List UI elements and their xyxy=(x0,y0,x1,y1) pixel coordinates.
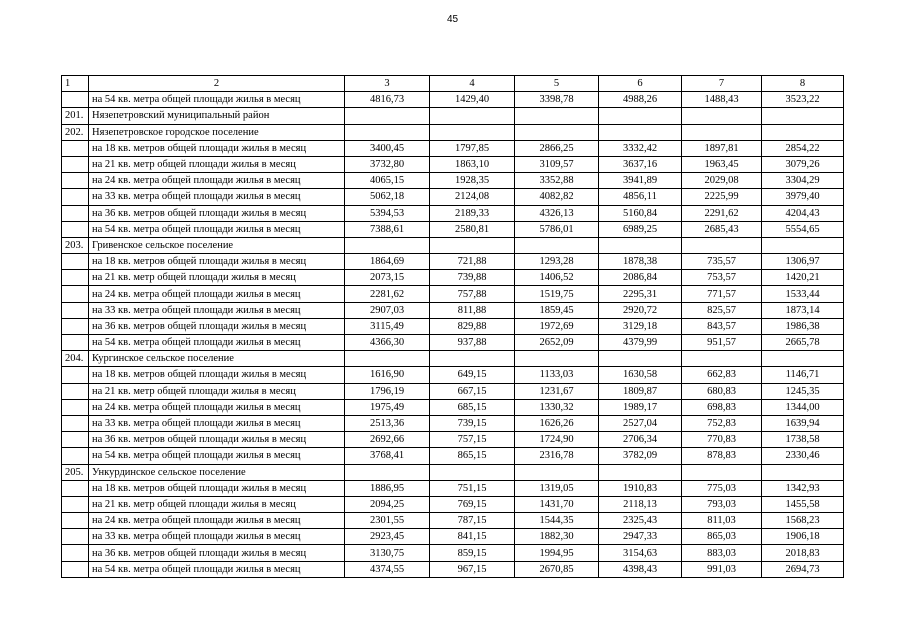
table-row xyxy=(62,367,844,383)
row-name-cell: на 18 кв. метров общей площади жилья в месяц xyxy=(89,254,345,270)
value-cell xyxy=(762,237,844,253)
header-cell: 8 xyxy=(762,76,844,92)
value-cell: 1972,69 xyxy=(515,318,599,334)
value-cell: 1906,18 xyxy=(762,529,844,545)
value-cell: 721,88 xyxy=(430,254,515,270)
value-cell: 2018,83 xyxy=(762,545,844,561)
table-row xyxy=(62,513,844,529)
table-row xyxy=(62,237,844,253)
value-cell: 7388,61 xyxy=(345,221,430,237)
row-name-cell: на 24 кв. метра общей площади жилья в месяц xyxy=(89,513,345,529)
table-row xyxy=(62,480,844,496)
value-cell: 771,57 xyxy=(682,286,762,302)
row-number-cell xyxy=(62,367,89,383)
header-cell: 7 xyxy=(682,76,762,92)
value-cell: 865,15 xyxy=(430,448,515,464)
value-cell: 735,57 xyxy=(682,254,762,270)
value-cell: 2086,84 xyxy=(599,270,682,286)
value-cell: 2670,85 xyxy=(515,561,599,577)
table-row xyxy=(62,254,844,270)
value-cell: 1928,35 xyxy=(430,173,515,189)
row-number-cell: 201. xyxy=(62,108,89,124)
row-name-cell: на 36 кв. метров общей площади жилья в месяц xyxy=(89,432,345,448)
value-cell xyxy=(682,237,762,253)
value-cell: 3115,49 xyxy=(345,318,430,334)
row-name-cell: на 18 кв. метров общей площади жилья в месяц xyxy=(89,367,345,383)
value-cell: 991,03 xyxy=(682,561,762,577)
row-number-cell xyxy=(62,335,89,351)
value-cell xyxy=(345,464,430,480)
value-cell: 2947,33 xyxy=(599,529,682,545)
row-name-cell: Нязепетровский муниципальный район xyxy=(89,108,345,124)
value-cell xyxy=(345,108,430,124)
row-number-cell xyxy=(62,173,89,189)
row-name-cell: на 21 кв. метр общей площади жилья в месяц xyxy=(89,270,345,286)
value-cell: 4374,55 xyxy=(345,561,430,577)
row-name-cell: Кургинское сельское поселение xyxy=(89,351,345,367)
row-number-cell xyxy=(62,432,89,448)
value-cell: 2513,36 xyxy=(345,415,430,431)
row-number-cell xyxy=(62,270,89,286)
value-cell: 2330,46 xyxy=(762,448,844,464)
value-cell: 1568,23 xyxy=(762,513,844,529)
value-cell: 2920,72 xyxy=(599,302,682,318)
value-cell xyxy=(430,108,515,124)
row-number-cell xyxy=(62,189,89,205)
table-row xyxy=(62,561,844,577)
value-cell: 4398,43 xyxy=(599,561,682,577)
row-number-cell xyxy=(62,140,89,156)
table-row xyxy=(62,92,844,108)
row-number-cell xyxy=(62,448,89,464)
value-cell: 4988,26 xyxy=(599,92,682,108)
row-name-cell: на 24 кв. метра общей площади жилья в месяц xyxy=(89,173,345,189)
row-number-cell xyxy=(62,205,89,221)
value-cell: 1886,95 xyxy=(345,480,430,496)
value-cell: 757,88 xyxy=(430,286,515,302)
value-cell xyxy=(599,237,682,253)
value-cell: 1616,90 xyxy=(345,367,430,383)
value-cell xyxy=(762,108,844,124)
table-row xyxy=(62,302,844,318)
table-header-row xyxy=(62,76,844,92)
value-cell: 1878,38 xyxy=(599,254,682,270)
value-cell: 1146,71 xyxy=(762,367,844,383)
value-cell: 5160,84 xyxy=(599,205,682,221)
value-cell: 3079,26 xyxy=(762,156,844,172)
value-cell: 2652,09 xyxy=(515,335,599,351)
row-number-cell xyxy=(62,254,89,270)
value-cell: 4065,15 xyxy=(345,173,430,189)
value-cell: 3637,16 xyxy=(599,156,682,172)
table-row xyxy=(62,221,844,237)
value-cell: 811,88 xyxy=(430,302,515,318)
value-cell: 1975,49 xyxy=(345,399,430,415)
value-cell: 1306,97 xyxy=(762,254,844,270)
row-name-cell: на 36 кв. метров общей площади жилья в месяц xyxy=(89,545,345,561)
value-cell: 751,15 xyxy=(430,480,515,496)
value-cell: 667,15 xyxy=(430,383,515,399)
value-cell xyxy=(682,108,762,124)
value-cell xyxy=(762,464,844,480)
table-row xyxy=(62,335,844,351)
value-cell xyxy=(515,237,599,253)
value-cell: 883,03 xyxy=(682,545,762,561)
value-cell: 3129,18 xyxy=(599,318,682,334)
value-cell: 4816,73 xyxy=(345,92,430,108)
row-number-cell xyxy=(62,529,89,545)
value-cell: 1420,21 xyxy=(762,270,844,286)
value-cell: 3109,57 xyxy=(515,156,599,172)
value-cell: 4366,30 xyxy=(345,335,430,351)
value-cell: 2923,45 xyxy=(345,529,430,545)
value-cell: 1431,70 xyxy=(515,496,599,512)
value-cell: 1738,58 xyxy=(762,432,844,448)
value-cell: 3768,41 xyxy=(345,448,430,464)
value-cell: 1533,44 xyxy=(762,286,844,302)
row-number-cell xyxy=(62,383,89,399)
value-cell: 2580,81 xyxy=(430,221,515,237)
value-cell: 3332,42 xyxy=(599,140,682,156)
value-cell xyxy=(515,464,599,480)
row-name-cell: Ункурдинское сельское поселение xyxy=(89,464,345,480)
value-cell: 2029,08 xyxy=(682,173,762,189)
value-cell: 662,83 xyxy=(682,367,762,383)
table-row xyxy=(62,529,844,545)
value-cell: 3352,88 xyxy=(515,173,599,189)
value-cell: 739,88 xyxy=(430,270,515,286)
row-number-cell: 202. xyxy=(62,124,89,140)
value-cell: 937,88 xyxy=(430,335,515,351)
value-cell: 2189,33 xyxy=(430,205,515,221)
row-name-cell: на 54 кв. метра общей площади жилья в месяц xyxy=(89,335,345,351)
value-cell: 1630,58 xyxy=(599,367,682,383)
value-cell: 841,15 xyxy=(430,529,515,545)
value-cell: 1626,26 xyxy=(515,415,599,431)
value-cell: 2706,34 xyxy=(599,432,682,448)
value-cell: 5786,01 xyxy=(515,221,599,237)
row-number-cell xyxy=(62,156,89,172)
value-cell xyxy=(430,237,515,253)
header-cell: 4 xyxy=(430,76,515,92)
value-cell: 2692,66 xyxy=(345,432,430,448)
row-name-cell: на 36 кв. метров общей площади жилья в месяц xyxy=(89,318,345,334)
row-name-cell: на 21 кв. метр общей площади жилья в месяц xyxy=(89,383,345,399)
value-cell: 3979,40 xyxy=(762,189,844,205)
row-number-cell xyxy=(62,415,89,431)
value-cell: 2225,99 xyxy=(682,189,762,205)
row-number-cell xyxy=(62,302,89,318)
value-cell: 2301,55 xyxy=(345,513,430,529)
value-cell xyxy=(599,108,682,124)
row-name-cell: на 54 кв. метра общей площади жилья в месяц xyxy=(89,448,345,464)
table-row xyxy=(62,156,844,172)
value-cell xyxy=(430,464,515,480)
row-number-cell xyxy=(62,221,89,237)
value-cell xyxy=(515,108,599,124)
value-cell xyxy=(430,351,515,367)
value-cell xyxy=(515,124,599,140)
value-cell: 4856,11 xyxy=(599,189,682,205)
row-number-cell xyxy=(62,561,89,577)
value-cell: 2866,25 xyxy=(515,140,599,156)
value-cell: 3130,75 xyxy=(345,545,430,561)
header-cell: 5 xyxy=(515,76,599,92)
table-row xyxy=(62,173,844,189)
table-row xyxy=(62,108,844,124)
value-cell xyxy=(345,351,430,367)
value-cell: 1544,35 xyxy=(515,513,599,529)
row-number-cell xyxy=(62,286,89,302)
table-row xyxy=(62,286,844,302)
value-cell: 3400,45 xyxy=(345,140,430,156)
value-cell: 1994,95 xyxy=(515,545,599,561)
value-cell xyxy=(345,237,430,253)
row-name-cell: на 54 кв. метра общей площади жилья в месяц xyxy=(89,561,345,577)
value-cell xyxy=(599,464,682,480)
table-row xyxy=(62,464,844,480)
value-cell: 680,83 xyxy=(682,383,762,399)
value-cell: 829,88 xyxy=(430,318,515,334)
value-cell: 1796,19 xyxy=(345,383,430,399)
value-cell: 1863,10 xyxy=(430,156,515,172)
value-cell: 2694,73 xyxy=(762,561,844,577)
value-cell: 843,57 xyxy=(682,318,762,334)
value-cell: 967,15 xyxy=(430,561,515,577)
value-cell: 3398,78 xyxy=(515,92,599,108)
value-cell: 1989,17 xyxy=(599,399,682,415)
value-cell xyxy=(682,124,762,140)
value-cell: 3523,22 xyxy=(762,92,844,108)
value-cell: 1724,90 xyxy=(515,432,599,448)
value-cell xyxy=(682,464,762,480)
value-cell: 1319,05 xyxy=(515,480,599,496)
header-cell: 3 xyxy=(345,76,430,92)
header-cell: 6 xyxy=(599,76,682,92)
value-cell: 1519,75 xyxy=(515,286,599,302)
row-number-cell xyxy=(62,92,89,108)
value-cell: 1797,85 xyxy=(430,140,515,156)
value-cell: 1330,32 xyxy=(515,399,599,415)
value-cell: 2281,62 xyxy=(345,286,430,302)
value-cell: 2854,22 xyxy=(762,140,844,156)
value-cell: 739,15 xyxy=(430,415,515,431)
value-cell: 6989,25 xyxy=(599,221,682,237)
value-cell: 1639,94 xyxy=(762,415,844,431)
table-row xyxy=(62,189,844,205)
value-cell: 770,83 xyxy=(682,432,762,448)
tariff-table xyxy=(61,75,844,578)
header-cell: 1 xyxy=(62,76,89,92)
value-cell xyxy=(430,124,515,140)
value-cell: 2291,62 xyxy=(682,205,762,221)
table-row xyxy=(62,270,844,286)
value-cell: 5554,65 xyxy=(762,221,844,237)
value-cell: 793,03 xyxy=(682,496,762,512)
value-cell: 1910,83 xyxy=(599,480,682,496)
value-cell xyxy=(345,124,430,140)
table-row xyxy=(62,205,844,221)
value-cell: 1293,28 xyxy=(515,254,599,270)
value-cell: 811,03 xyxy=(682,513,762,529)
value-cell: 769,15 xyxy=(430,496,515,512)
value-cell: 2907,03 xyxy=(345,302,430,318)
row-name-cell: на 24 кв. метра общей площади жилья в месяц xyxy=(89,286,345,302)
row-name-cell: на 18 кв. метров общей площади жилья в месяц xyxy=(89,140,345,156)
value-cell: 4379,99 xyxy=(599,335,682,351)
value-cell: 1859,45 xyxy=(515,302,599,318)
value-cell: 2118,13 xyxy=(599,496,682,512)
value-cell: 2094,25 xyxy=(345,496,430,512)
value-cell: 1245,35 xyxy=(762,383,844,399)
value-cell: 2665,78 xyxy=(762,335,844,351)
value-cell xyxy=(762,124,844,140)
value-cell: 2316,78 xyxy=(515,448,599,464)
table-row xyxy=(62,432,844,448)
value-cell: 2527,04 xyxy=(599,415,682,431)
row-name-cell: Гривенское сельское поселение xyxy=(89,237,345,253)
row-name-cell: на 18 кв. метров общей площади жилья в месяц xyxy=(89,480,345,496)
row-number-cell xyxy=(62,480,89,496)
value-cell: 1344,00 xyxy=(762,399,844,415)
row-name-cell: на 33 кв. метра общей площади жилья в месяц xyxy=(89,302,345,318)
table-row xyxy=(62,351,844,367)
value-cell: 825,57 xyxy=(682,302,762,318)
value-cell: 757,15 xyxy=(430,432,515,448)
value-cell: 685,15 xyxy=(430,399,515,415)
table-row xyxy=(62,496,844,512)
value-cell: 2685,43 xyxy=(682,221,762,237)
table-row xyxy=(62,545,844,561)
row-number-cell xyxy=(62,318,89,334)
value-cell: 1986,38 xyxy=(762,318,844,334)
value-cell xyxy=(515,351,599,367)
value-cell: 1897,81 xyxy=(682,140,762,156)
value-cell: 3782,09 xyxy=(599,448,682,464)
value-cell: 2073,15 xyxy=(345,270,430,286)
row-name-cell: на 24 кв. метра общей площади жилья в месяц xyxy=(89,399,345,415)
row-number-cell xyxy=(62,513,89,529)
value-cell: 2325,43 xyxy=(599,513,682,529)
table-row xyxy=(62,399,844,415)
value-cell: 3732,80 xyxy=(345,156,430,172)
value-cell: 775,03 xyxy=(682,480,762,496)
value-cell: 878,83 xyxy=(682,448,762,464)
row-name-cell: Нязепетровское городское поселение xyxy=(89,124,345,140)
value-cell: 865,03 xyxy=(682,529,762,545)
row-name-cell: на 21 кв. метр общей площади жилья в месяц xyxy=(89,156,345,172)
value-cell: 1342,93 xyxy=(762,480,844,496)
page-number: 45 xyxy=(446,14,459,25)
value-cell: 1231,67 xyxy=(515,383,599,399)
value-cell: 4204,43 xyxy=(762,205,844,221)
value-cell: 4082,82 xyxy=(515,189,599,205)
value-cell xyxy=(682,351,762,367)
row-number-cell xyxy=(62,399,89,415)
value-cell: 698,83 xyxy=(682,399,762,415)
row-name-cell: на 33 кв. метра общей площади жилья в месяц xyxy=(89,415,345,431)
row-number-cell xyxy=(62,496,89,512)
value-cell: 3304,29 xyxy=(762,173,844,189)
row-number-cell: 205. xyxy=(62,464,89,480)
value-cell: 2124,08 xyxy=(430,189,515,205)
row-number-cell xyxy=(62,545,89,561)
value-cell: 1809,87 xyxy=(599,383,682,399)
value-cell: 1963,45 xyxy=(682,156,762,172)
row-number-cell: 203. xyxy=(62,237,89,253)
table-row xyxy=(62,415,844,431)
value-cell: 5394,53 xyxy=(345,205,430,221)
value-cell xyxy=(599,124,682,140)
row-name-cell: на 54 кв. метра общей площади жилья в месяц xyxy=(89,92,345,108)
row-number-cell: 204. xyxy=(62,351,89,367)
value-cell: 5062,18 xyxy=(345,189,430,205)
value-cell: 753,57 xyxy=(682,270,762,286)
value-cell: 787,15 xyxy=(430,513,515,529)
row-name-cell: на 33 кв. метра общей площади жилья в месяц xyxy=(89,189,345,205)
table-body xyxy=(62,76,844,578)
value-cell: 1882,30 xyxy=(515,529,599,545)
value-cell: 951,57 xyxy=(682,335,762,351)
value-cell: 1406,52 xyxy=(515,270,599,286)
table-row xyxy=(62,140,844,156)
value-cell: 4326,13 xyxy=(515,205,599,221)
value-cell xyxy=(762,351,844,367)
value-cell: 1873,14 xyxy=(762,302,844,318)
value-cell: 1455,58 xyxy=(762,496,844,512)
table-row xyxy=(62,318,844,334)
value-cell: 3941,89 xyxy=(599,173,682,189)
row-name-cell: на 21 кв. метр общей площади жилья в месяц xyxy=(89,496,345,512)
value-cell: 859,15 xyxy=(430,545,515,561)
value-cell: 1864,69 xyxy=(345,254,430,270)
row-name-cell: на 36 кв. метров общей площади жилья в месяц xyxy=(89,205,345,221)
value-cell: 1429,40 xyxy=(430,92,515,108)
header-cell: 2 xyxy=(89,76,345,92)
row-name-cell: на 33 кв. метра общей площади жилья в месяц xyxy=(89,529,345,545)
value-cell: 649,15 xyxy=(430,367,515,383)
row-name-cell: на 54 кв. метра общей площади жилья в месяц xyxy=(89,221,345,237)
value-cell: 752,83 xyxy=(682,415,762,431)
table-row xyxy=(62,383,844,399)
value-cell: 1488,43 xyxy=(682,92,762,108)
value-cell: 3154,63 xyxy=(599,545,682,561)
value-cell: 1133,03 xyxy=(515,367,599,383)
value-cell: 2295,31 xyxy=(599,286,682,302)
table-row xyxy=(62,448,844,464)
table-row xyxy=(62,124,844,140)
value-cell xyxy=(599,351,682,367)
